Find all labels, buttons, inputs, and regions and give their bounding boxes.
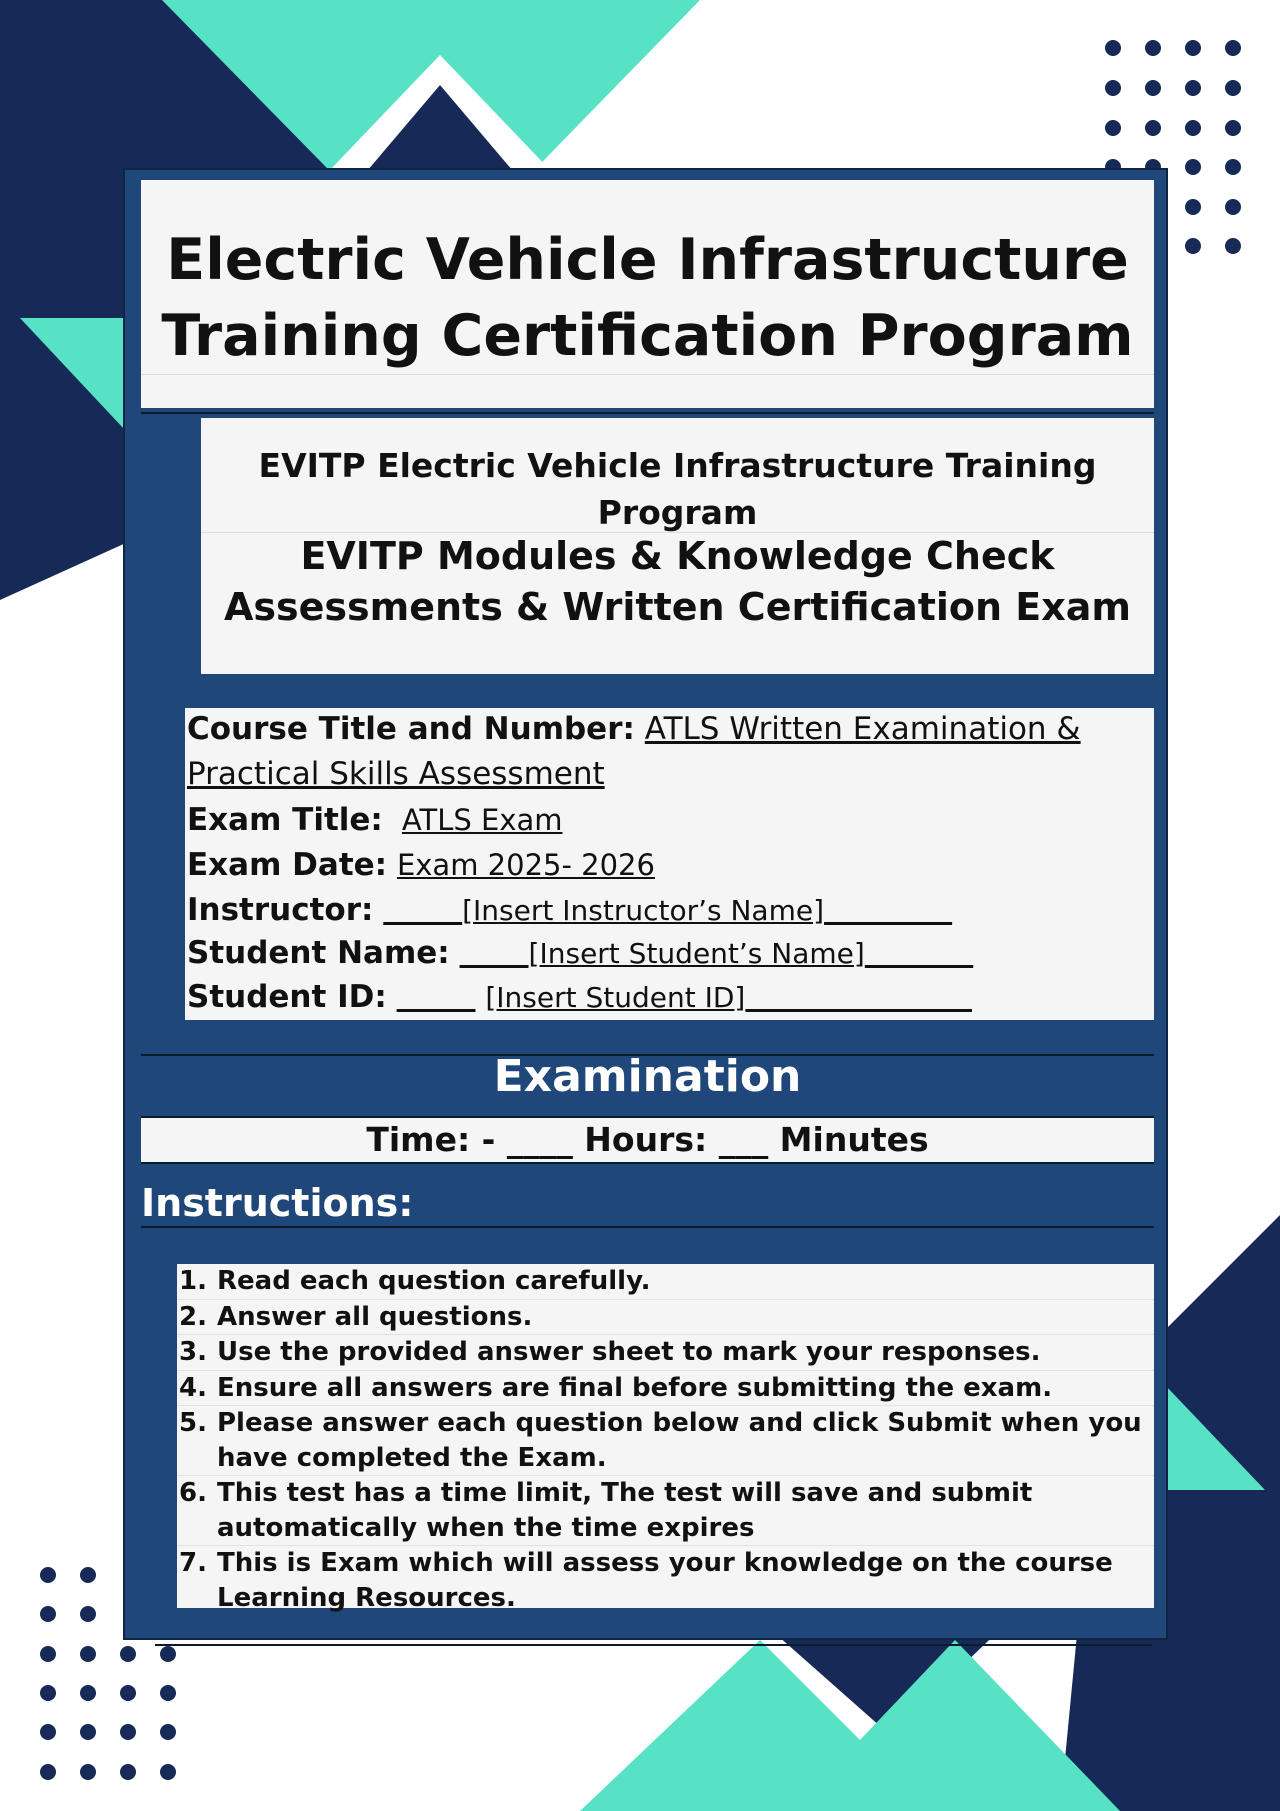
exam-date-row [187,843,655,888]
course-value-1: ATLS Written Examination & [644,711,1081,747]
student-name-row [187,931,973,976]
exam-date-value: Exam 2025- 2026 [396,848,655,882]
section-rule [141,412,1154,414]
modules-line-1: EVITP Modules & Knowledge Check [300,534,1055,578]
instructions-heading: Instructions: [141,1181,414,1225]
course-label: Course Title and Number: [187,711,635,747]
exam-title-row [187,798,563,843]
cover-panel [123,168,1168,1640]
title-line-2: Training Certification Program [161,303,1134,369]
modules-heading [201,531,1154,633]
examination-heading: Examination [493,1051,802,1102]
instruction-item: 7. This is Exam which will assess your knowledge on the course Learning Resources. [177,1545,1154,1615]
exam-title-value: ATLS Exam [401,803,563,837]
course-row-continued [187,752,605,797]
student-id-row [187,975,972,1020]
title-divider [141,374,1154,375]
title-line-1: Electric Vehicle Infrastructure [166,227,1129,293]
instructions-list [177,1264,1154,1615]
title-box [141,180,1154,408]
instructor-label: Instructor: [187,892,374,928]
program-name: EVITP Electric Vehicle Infrastructure Training Program [258,446,1097,532]
instructions-box [177,1264,1154,1613]
exam-date-label: Exam Date: [187,847,388,883]
modules-line-2: Assessments & Written Certification Exam [223,585,1132,629]
exam-info-box [185,708,1154,1020]
student-name-value: [Insert Student’s Name] [528,937,865,970]
student-name-label: Student Name: [187,935,450,971]
instruction-item: 5. Please answer each question below and click Submit when you have completed the Exam. [177,1405,1154,1475]
instructions-rule [141,1226,1154,1228]
instruction-item: 3. Use the provided answer sheet to mark your responses. [177,1334,1154,1370]
instruction-item: 2. Answer all questions. [177,1299,1154,1335]
instructor-value: [Insert Instructor’s Name] [462,894,825,927]
time-limit-row: Time: - ____ Hours: ___ Minutes [141,1116,1154,1164]
instructor-row [187,888,952,933]
subtitle-box [201,418,1154,674]
student-id-value: [Insert Student ID] [485,981,746,1014]
course-value-2: Practical Skills Assessment [187,756,605,792]
instruction-item: 1. Read each question carefully. [179,1266,651,1296]
document-title [141,222,1154,374]
course-row [187,707,1081,752]
exam-title-label: Exam Title: [187,802,383,838]
student-id-label: Student ID: [187,979,387,1015]
instruction-item: 6. This test has a time limit, The test will save and submit automatically when the time expires [177,1475,1154,1545]
instruction-item: 4. Ensure all answers are final before submitting the exam. [177,1370,1154,1406]
